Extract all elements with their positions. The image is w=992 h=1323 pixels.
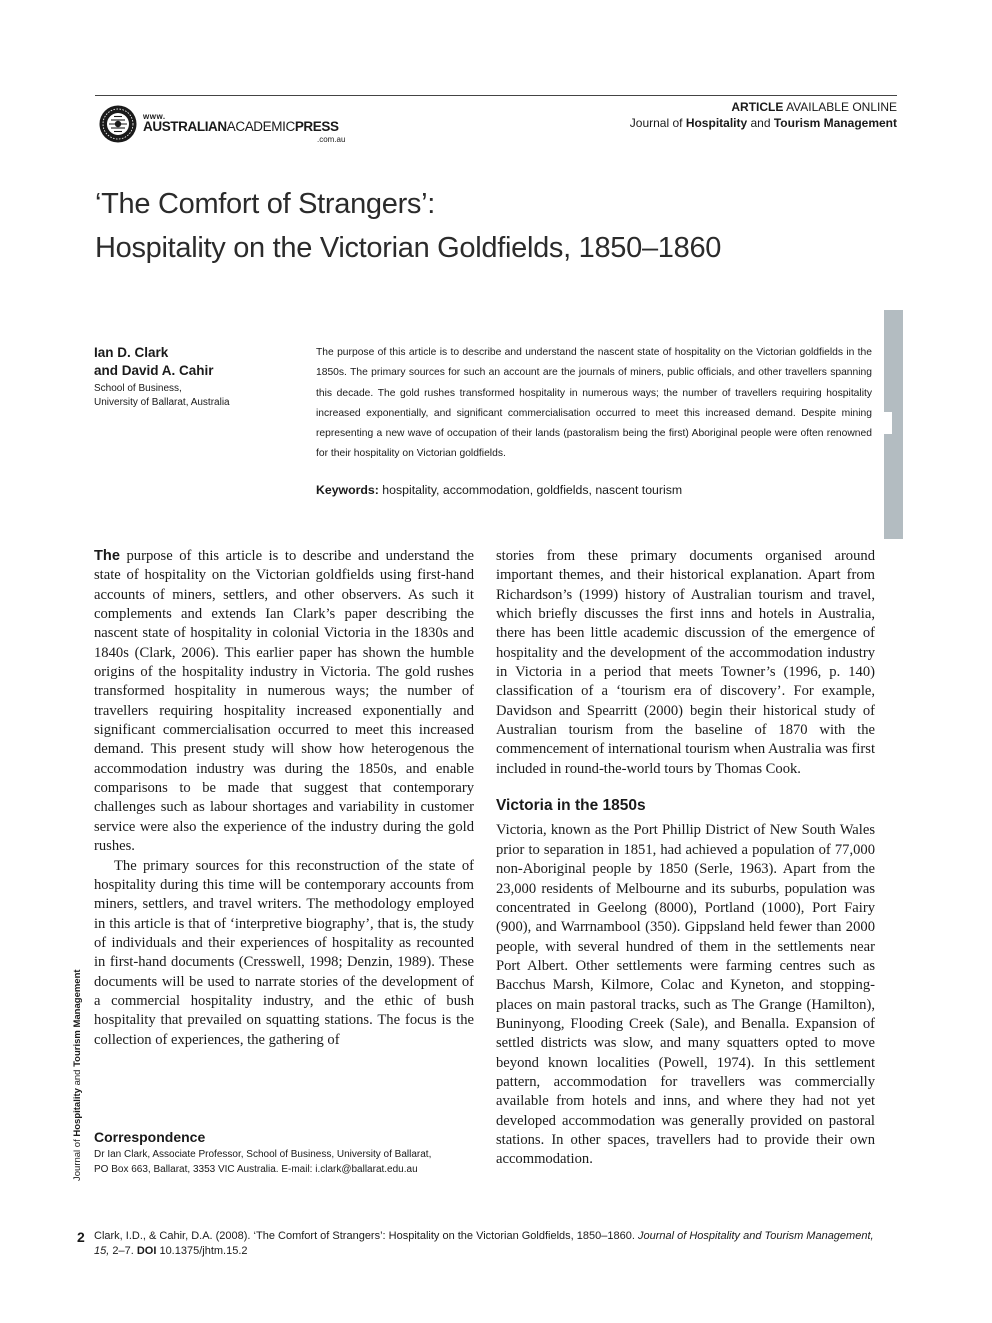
publisher-seal-icon bbox=[95, 104, 141, 144]
affiliation-line-1: School of Business, bbox=[94, 383, 182, 394]
body-paragraph-4: Victoria, known as the Port Phillip District of New South Wales prior to separation in 1851, had achieved a population of 77,000 non-Aboriginal people by 1850 (Serle, 1963). Apart from the 23,000 residents of Melbourne and its suburbs, population was concentrated in Geelong (8000), Portland (1000), Port Fairy (900), and Warrnambool (350). Gippsland held fewer than 2000 people, with several hundred of them in the settlements near Port Albert. Other settlements were farming centres such as Bacchus Marsh, Kilmore, Colac and Kyneton, and stopping-places on main pastoral tracks, such as The Grange (Hamilton), Buninyong, Flooding Creek (Sale), and Benalla. Expansion of settled districts was slow, and many squatters opted to move beyond known localities (Powell, 1974). In this settlement pattern, accommodation for travellers was commercially available from hotels and inns, and where they had not yet developed accommodation was generally provided on pastoral stations. In other spaces, travellers had to provide their own accommodation. bbox=[496, 822, 875, 1168]
journal-word-hospitality: Hospitality bbox=[685, 116, 748, 130]
author-block bbox=[94, 344, 294, 410]
vertical-word-hospitality: Hospitality bbox=[72, 1088, 83, 1137]
body-paragraph-3: stories from these primary documents organised around important themes, and their historical explanation. Apart from Richardson’s (1999) history of Australian tourism and travel, which briefly discusses the first inns and hotels in Australia, there has been little academic discussion of the emergence of hospitality and the development of the accommodation industry in Victoria in a period that meets Towner’s (1996, p. 140) classification of a ‘tourism era of discovery’. For example, Davidson and Spearritt (2000) begin their historical study of Australian tourism from the baseline of 1870 with the commencement of international tourism when Australia was first included in round-the-world tours by Thomas Cook. bbox=[496, 548, 875, 777]
journal-word-tourism: Tourism Management bbox=[773, 116, 897, 130]
logo-word-academic: ACADEMIC bbox=[226, 119, 295, 134]
logo-www: www. bbox=[143, 112, 166, 121]
body-column-right bbox=[496, 547, 875, 1170]
article-tag-rest: AVAILABLE ONLINE bbox=[783, 100, 897, 114]
logo-word-press: PRESS bbox=[294, 119, 339, 134]
correspondence-line-2: PO Box 663, Ballarat, 3353 VIC Australia. E-mail: i.clark@ballarat.edu.au bbox=[94, 1163, 418, 1175]
correspondence-details bbox=[94, 1148, 474, 1177]
abstract: The purpose of this article is to describe and understand the nascent state of hospitality on the Victorian goldfields in the 1850s. The primary sources for such an account are the journals of miners, public officials, and other travellers spanning this decade. The gold rushes transformed hospitality in numerous ways; the number of travellers requiring hospitality increased exponentially, and significant commercialisation occurred to meet this increased demand. Despite mining representing a new wave of occupation of their lands (pastoralism being the first) Aboriginal people were often renowned for their hospitality on Victorian goldfields. bbox=[316, 347, 872, 460]
body-paragraph-1 bbox=[94, 547, 474, 857]
vertical-journal-label bbox=[72, 969, 83, 1181]
title-line-1: ‘The Comfort of Strangers’: bbox=[95, 188, 436, 220]
correspondence-line-1: Dr Ian Clark, Associate Professor, School of Business, University of Ballarat, bbox=[94, 1149, 432, 1160]
logo-wordmark bbox=[143, 119, 339, 134]
header-rule bbox=[95, 95, 897, 96]
journal-and: and bbox=[747, 116, 774, 130]
correspondence-heading: Correspondence bbox=[94, 1129, 206, 1145]
keywords-list: hospitality, accommodation, goldfields, nascent tourism bbox=[378, 483, 683, 497]
keywords-label: Keywords: bbox=[316, 483, 379, 497]
vertical-prefix: Journal of bbox=[72, 1136, 83, 1181]
article-availability-tag bbox=[731, 100, 897, 114]
article-title bbox=[95, 182, 875, 270]
author-line-1: Ian D. Clark bbox=[94, 345, 169, 360]
citation-pages: 2–7. bbox=[109, 1244, 137, 1257]
logo-domain: .com.au bbox=[317, 135, 346, 144]
side-tab-notch bbox=[884, 412, 892, 434]
journal-prefix: Journal of bbox=[629, 116, 686, 130]
keywords bbox=[316, 481, 872, 499]
article-tag-bold: ARTICLE bbox=[731, 100, 784, 114]
author-names bbox=[94, 344, 294, 380]
vertical-word-tourism: Tourism Management bbox=[72, 969, 83, 1067]
logo-word-australian: AUSTRALIAN bbox=[143, 119, 227, 134]
body-column-left bbox=[94, 547, 474, 1050]
body-paragraph-2: The primary sources for this reconstruction of the state of hospitality during this time will be contemporary accounts from miners, settlers, and travel writers. The methodology employed in this article is that of ‘interpretive biography’, that is, the study of individuals and their experiences of hospitality as recounted in first-hand documents (Cresswell, 1998; Denzin, 1989). These documents will be used to narrate stories of the development of a commercial hospitality industry, and the ethic of bush hospitality that prevailed on squatting stations. The focus is the collection of experiences, the gathering of bbox=[94, 857, 474, 1048]
doi-label: DOI bbox=[136, 1244, 157, 1257]
citation-text: Clark, I.D., & Cahir, D.A. (2008). ‘The Comfort of Strangers’: Hospitality on the Victorian Goldfields, 1850–1860. bbox=[94, 1230, 638, 1242]
journal-name bbox=[630, 116, 897, 130]
title-line-2: Hospitality on the Victorian Goldfields, 1850–1860 bbox=[95, 232, 722, 264]
affiliation-line-2: University of Ballarat, Australia bbox=[94, 397, 230, 408]
publisher-logo[interactable] bbox=[95, 104, 365, 144]
citation-journal: Journal of Hospitality and Tourism Management, 15, bbox=[94, 1230, 874, 1257]
page-number: 2 bbox=[77, 1229, 85, 1245]
doi-link[interactable]: 10.1375/jhtm.15.2 bbox=[156, 1244, 248, 1257]
author-affiliation bbox=[94, 382, 294, 410]
citation bbox=[94, 1229, 884, 1258]
vertical-and: and bbox=[72, 1066, 83, 1089]
section-heading: Victoria in the 1850s bbox=[496, 797, 646, 815]
correspondence-block bbox=[94, 1129, 474, 1177]
paragraph-lead-word: The bbox=[94, 548, 120, 564]
author-line-2: and David A. Cahir bbox=[94, 363, 214, 378]
paragraph-1-text: purpose of this article is to describe and understand the state of hospitality on the Victorian goldfields using first-hand accounts of miners, settlers, and other observers. As such it complements and extends Ian Clark’s paper describing the nascent state of hospitality in colonial Victoria in the 1830s and 1840s (Clark, 2006). This earlier paper has shown the humble origins of the hospitality industry in Victoria. The gold rushes transformed hospitality in numerous ways; the number of travellers requiring hospitality increased exponentially and significant commercialisation occurred to meet this increased demand. This present study will show how heterogenous the accommodation industry was during the 1850s, and enable comparisons to be made that suggest that contemporary challenges such as labour shortages and variability in customer service were also the experience of the industry during the gold rushes. bbox=[94, 548, 474, 855]
